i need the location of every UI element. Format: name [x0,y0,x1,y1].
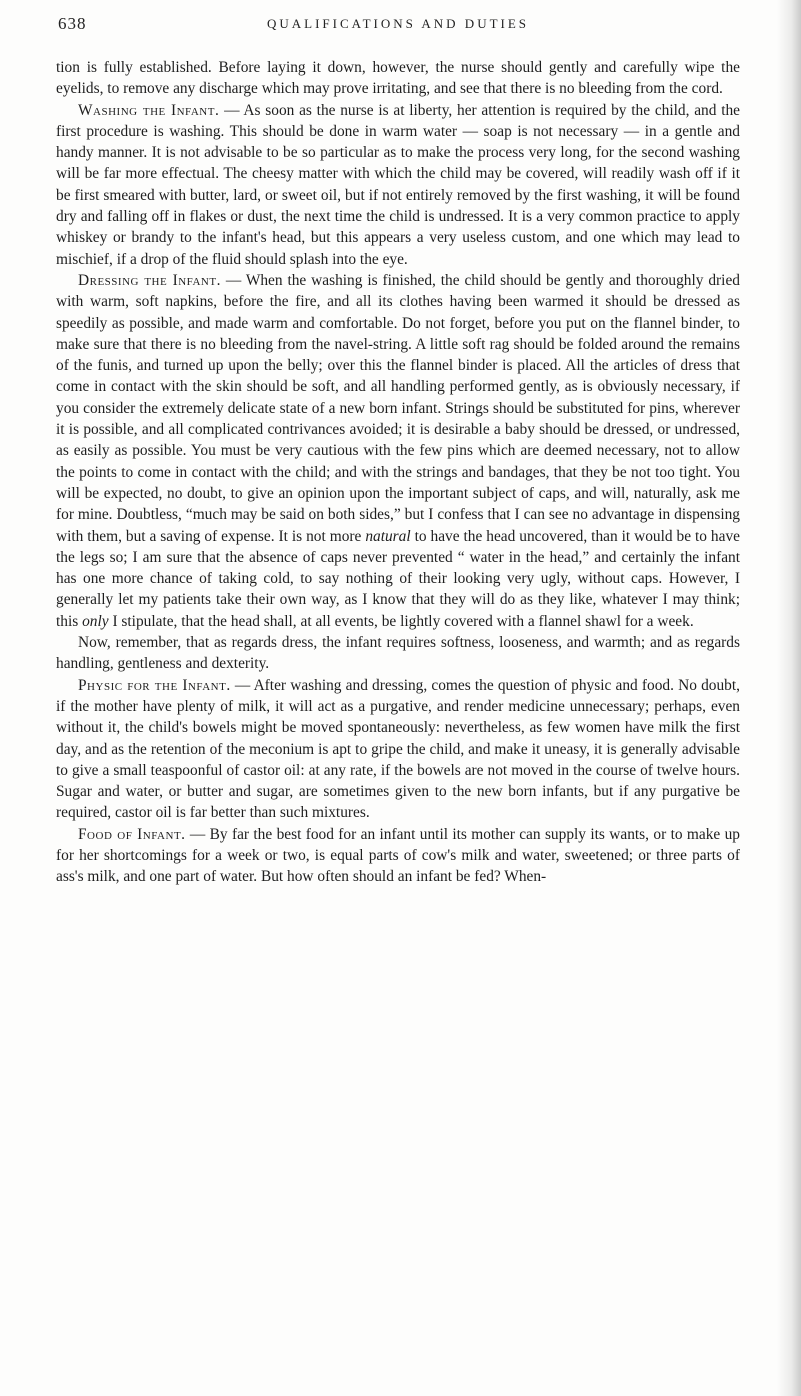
italic-word-only: only [82,612,109,630]
running-head: QUALIFICATIONS AND DUTIES [266,16,530,31]
paragraph-text: — After washing and dressing, comes the question of physic and food. No doubt, if the mother have plenty of milk, it will act as a purgative, and render medicine unnecessary; perhaps, even without it, the child's bowels might be moved spontaneously: nevertheless, as few women have milk the first day, and as the retention of the meconium is apt to gripe the child, and make it uneasy, it is generally advisable to give a small teaspoonful of castor oil: at any rate, if the bowels are not moved in the course of twelve hours. Sugar and water, or butter and sugar, are sometimes given to the new born infants, but if any purgative be required, castor oil is far better than such mixtures. [56,676,740,822]
page-number: 638 [58,14,87,33]
section-heading-physic: Physic for the Infant. [78,676,231,694]
page-header [58,14,738,40]
paragraph-text: to have the head uncovered, than it would be to have the legs so; I am sure that the absence of caps never prevented “ water in the head,” and certainly the infant has one more chance of taking cold, to say nothing of their looking very ugly, without caps. However, I generally let my patients take their own way, as I know that they will do as they like, whatever I may think; this [56,527,740,630]
paragraph-food [56,824,740,888]
paragraph-physic [56,675,740,824]
body-text [56,57,740,888]
paragraph-dressing [56,270,740,632]
paragraph-washing [56,100,740,270]
section-heading-dressing: Dressing the Infant. [78,271,221,289]
paragraph-text: — As soon as the nurse is at liberty, her attention is required by the child, and the first procedure is washing. This should be done in warm water — soap is not necessary — in a gentle and handy manner. It is not advisable to be so particular as to make the process very long, for the second washing will be far more effectual. The cheesy matter with which the child may be covered, will readily wash off if it be first smeared with butter, lard, or sweet oil, but if not entirely removed by the first washing, it will be found dry and falling off in flakes or dust, the next time the child is undressed. It is a very common practice to apply whiskey or brandy to the infant's head, but this appears a very useless custom, and one which may lead to mischief, if a drop of the fluid should splash into the eye. [56,101,740,268]
paragraph-remember [56,632,740,675]
paragraph-text: I stipulate, that the head shall, at all events, be lightly covered with a flannel shawl for a week. [108,612,694,630]
paragraph-continuation [56,57,740,100]
section-heading-washing: Washing the Infant. [78,101,220,119]
paragraph-text: Now, remember, that as regards dress, the infant requires softness, looseness, and warmth; and as regards handling, gentleness and dexterity. [56,634,740,673]
paragraph-text: — When the washing is finished, the child should be gently and thoroughly dried with warm, soft napkins, before the fire, and all its clothes having been warmed it should be dressed as speedily as possible, and made warm and comfortable. Do not forget, before you put on the flannel binder, to make sure that there is no bleeding from the navel-string. A little soft rag should be folded around the remains of the funis, and turned up upon the belly; over this the flannel binder is placed. All the articles of dress that come in contact with the skin should be soft, and all handling performed gently, as is obviously necessary, if you consider the extremely delicate state of a new born infant. Strings should be substituted for pins, wherever it is possible, and all complicated contrivances avoided; it is desirable a baby should be dressed, or undressed, as easily as possible. You must be very cautious with the few pins which are deemed necessary, not to allow the points to come in contact with the child; and with the strings and bandages, that they be not too tight. You will be expected, no doubt, to give an opinion upon the important subject of caps, and will, naturally, ask me for mine. Doubtless, “much may be said on both sides,” but I confess that I can see no advantage in dispensing with them, but a saving of expense. It is not more [56,271,740,545]
section-heading-food: Food of Infant. [78,825,186,843]
italic-word-natural: natural [365,527,411,545]
paragraph-text: tion is fully established. Before laying it down, however, the nurse should gently and carefully wipe the eyelids, to remove any discharge which may prove irritating, and see that there is no bleeding from the cord. [56,59,740,98]
page-edge-shadow [777,0,801,1396]
paragraph-text: — By far the best food for an infant until its mother can supply its wants, or to make up for her shortcomings for a week or two, is equal parts of cow's milk and water, sweetened; or three parts of ass's milk, and one part of water. But how often should an infant be fed? When- [56,825,740,886]
